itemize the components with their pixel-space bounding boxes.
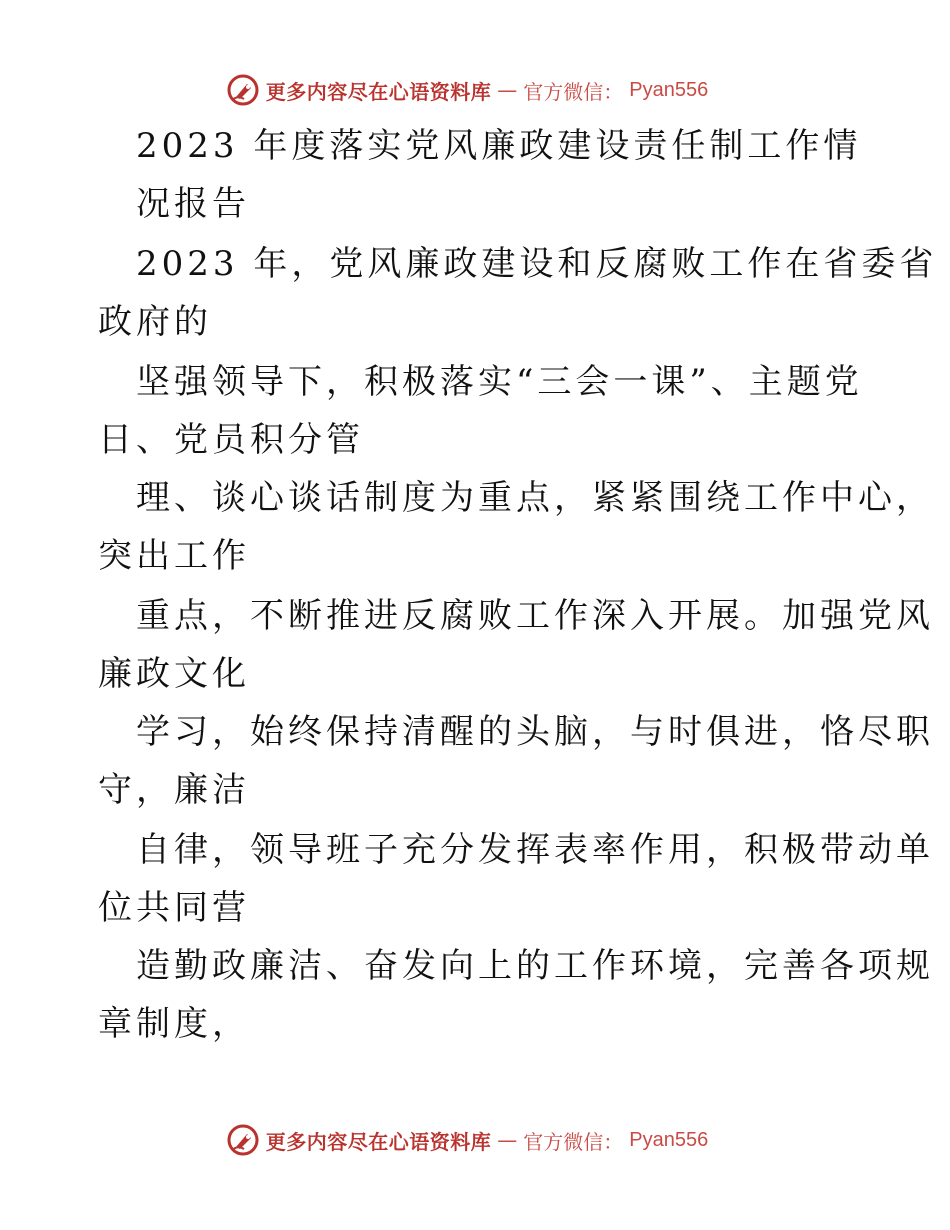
watermark-wechat-id: Pyan556	[629, 1128, 709, 1151]
watermark-wechat-label: 官方微信：	[523, 1129, 624, 1154]
watermark-dash: —	[497, 78, 518, 102]
paragraph-line: 2023 年，党风廉政建设和反腐败工作在省委省	[136, 244, 938, 284]
pen-nib-logo-icon	[226, 73, 260, 107]
paragraph-line: 守，廉洁	[98, 770, 250, 810]
header-watermark	[0, 70, 950, 110]
paragraph-line: 坚强领导下，积极落实“三会一课”、主题党	[136, 362, 863, 402]
paragraph-line: 理、谈心谈话制度为重点，紧紧围绕工作中心，	[136, 478, 934, 518]
paragraph-line: 突出工作	[98, 536, 250, 576]
paragraph-line: 章制度，	[98, 1004, 250, 1044]
paragraph-line: 位共同营	[98, 888, 250, 928]
paragraph-line: 重点，不断推进反腐败工作深入开展。加强党风	[136, 596, 934, 636]
document-title-line-2: 况报告	[136, 184, 250, 224]
watermark-wechat-label: 官方微信：	[523, 79, 624, 104]
paragraph-line: 学习，始终保持清醒的头脑，与时俱进，恪尽职	[136, 712, 934, 752]
watermark-text: 更多内容尽在心语资料库	[265, 79, 492, 104]
document-title-line-1: 2023 年度落实党风廉政建设责任制工作情	[136, 126, 862, 166]
paragraph-line: 造勤政廉洁、奋发向上的工作环境，完善各项规	[136, 946, 934, 986]
watermark-text: 更多内容尽在心语资料库	[265, 1129, 492, 1154]
footer-watermark	[0, 1120, 950, 1160]
paragraph-line: 自律，领导班子充分发挥表率作用，积极带动单	[136, 830, 934, 870]
watermark-wechat-id: Pyan556	[629, 78, 709, 101]
paragraph-line: 日、党员积分管	[98, 420, 364, 460]
paragraph-line: 政府的	[98, 302, 212, 342]
watermark-dash: —	[497, 1128, 518, 1152]
pen-nib-logo-icon	[226, 1123, 260, 1157]
paragraph-line: 廉政文化	[98, 654, 250, 694]
